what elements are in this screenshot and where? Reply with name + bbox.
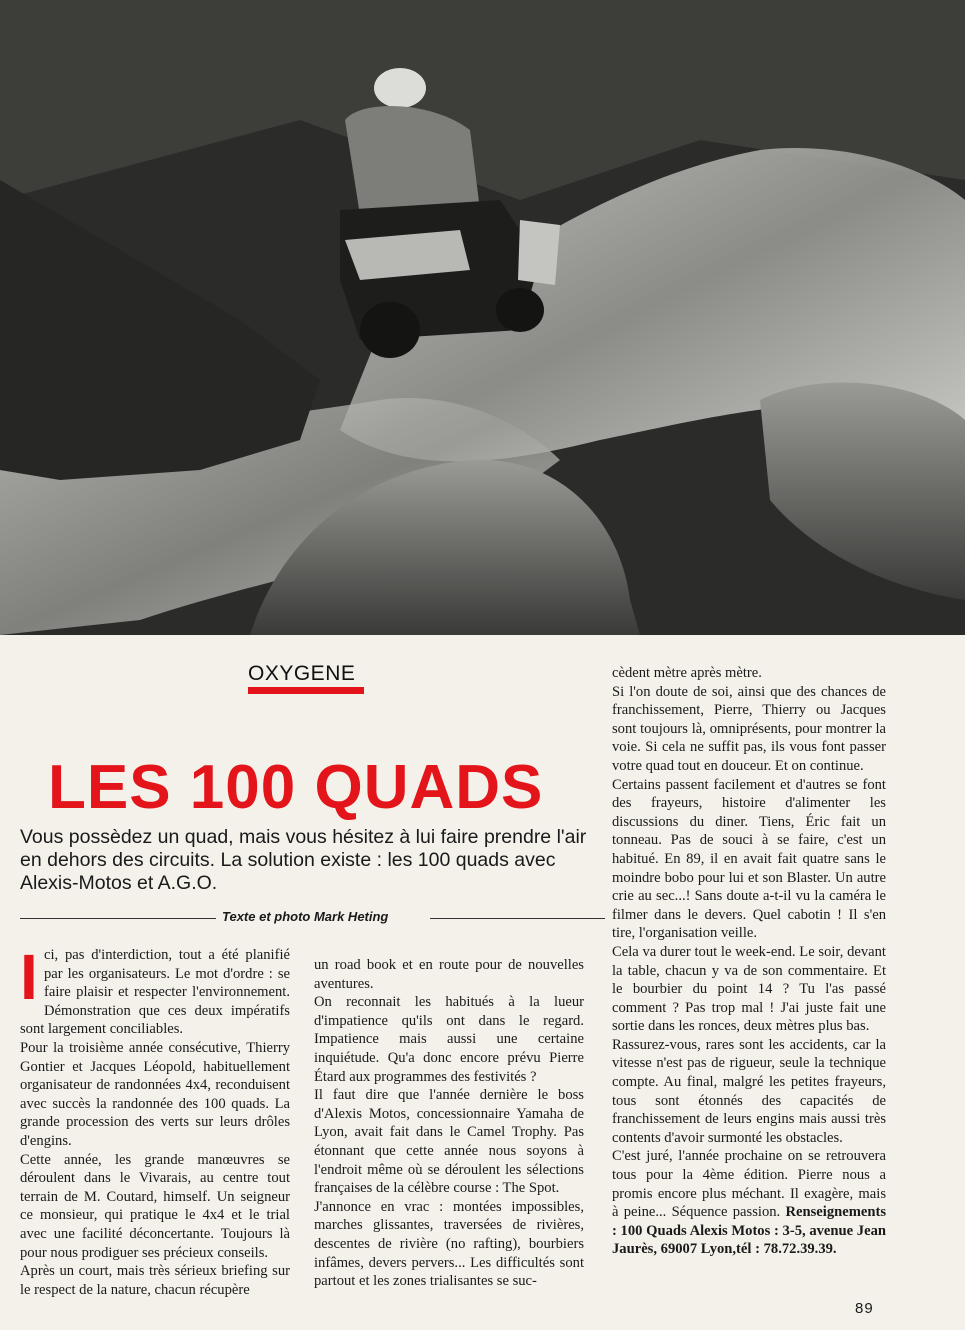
paragraph: un road book et en route pour de nouvelles aventures. xyxy=(314,957,584,992)
paragraph-text: ci, pas d'interdiction, tout a été planifié par les organisateurs. Le mot d'ordre : se faire plaisir et respecter l'environnement. Démonstration que ces deux impératifs sont largement conciliables. xyxy=(20,947,290,1038)
byline-rule-right xyxy=(430,918,605,919)
paragraph: Rassurez-vous, rares sont les accidents, car la vitesse n'est pas de rigueur, seule la technique compte. Au final, malgré les petites frayeurs, tous sont étonnés des capacités de franchissement de leurs engins mais aussi très contents d'avoir surmonté les obstacles. xyxy=(612,1036,886,1146)
byline-text: Texte et photo Mark Heting xyxy=(222,909,389,924)
section-underline xyxy=(248,687,364,694)
paragraph: cèdent mètre après mètre. xyxy=(612,665,762,681)
paragraph xyxy=(612,1147,886,1259)
paragraph xyxy=(20,941,290,1039)
page-number: 89 xyxy=(855,1300,874,1317)
column-2 xyxy=(314,956,584,1291)
article-lead: Vous possèdez un quad, mais vous hésitez à lui faire prendre l'air en dehors des circuits. La solution existe : les 100 quads avec Alexis-Motos et A.G.O. xyxy=(20,826,587,894)
info-contact: Renseignements : 100 Quads Alexis Motos : 3-5, avenue Jean Jaurès, 69007 Lyon,tél : 78.72.39.39. xyxy=(612,1204,886,1258)
paragraph: Certains passent facilement et d'autres se font des frayeurs, histoire d'alimenter les discussions du diner. Tiens, Éric fait un tonneau. Pas de souci à se faire, c'est un habitué. En 89, il en avait fait quatre sans le moindre bobo pour lui et son Blaster. Un autre crie au sec...! Sans doute a-t-il vu la caméra le filmer dans le devers. Quel cabotin ! Il s'en tire, l'organisation veille. xyxy=(612,776,886,942)
byline xyxy=(20,908,605,928)
drop-cap: I xyxy=(20,941,38,1013)
paragraph: Pour la troisième année consécutive, Thierry Gontier et Jacques Léopold, habituellement organisateur de randonnées 4x4, reconduisent avec succès la randonnée des 100 quads. La grande procession des verts sur leurs drôles d'engins. xyxy=(20,1039,290,1149)
quad-in-stream-photo xyxy=(0,0,965,635)
paragraph-text: C'est juré, l'année prochaine on se retrouvera tous pour la 4ème édition. Pierre nous a promis encore plus méchant. Il exagère, mais à peine... Séquence passion. xyxy=(612,1148,886,1221)
paragraph: Si l'on doute de soi, ainsi que des chances de franchissement, Pierre, Thierry ou Jacques sont toujours là, omniprésents, pour montrer la voie. Si cela ne suffit pas, ils vous font passer votre quad tout en douceur. Et on continue. xyxy=(612,683,886,774)
paragraph: Après un court, mais très sérieux briefing sur le respect de la nature, chacun récupère xyxy=(20,1263,290,1298)
article-title: LES 100 QUADS xyxy=(48,753,544,822)
paragraph: Cela va durer tout le week-end. Le soir, devant la table, chacun y va de son commentaire. Et le bourbier du point 14 ? Tu l'as passé comment ? Pas trop mal ! J'ai juste fait une sortie dans les ronces, deux mètres plus bas. xyxy=(612,943,886,1035)
paragraph: Il faut dire que l'année dernière le boss d'Alexis Motos, concessionnaire Yamaha de Lyon, avait fait dans le Camel Trophy. Pas étonnant que cette année nous soyons à l'endroit même où se déroulent les sélections françaises de la célèbre course : The Spot. xyxy=(314,1087,584,1197)
section-label: OXYGENE xyxy=(248,662,356,685)
column-3 xyxy=(612,664,886,1259)
paragraph: J'annonce en vrac : montées impossibles, marches glissantes, traversées de rivières, descentes de rivière (no rafting), bourbiers infâmes, devers pervers... Les difficultés sont partout et les zones trialisantes se suc- xyxy=(314,1198,584,1290)
photo-illustration xyxy=(0,0,965,635)
paragraph: Cette année, les grande manœuvres se déroulent dans le Vivarais, au centre tout terrain de M. Coutard, himself. Un seigneur ce monsieur, qui pratique le 4x4 et le trial avec une facilité déconcertante. Toujours là pour nous prodiguer ses précieux conseils. xyxy=(20,1151,290,1261)
paragraph: On reconnait les habitués à la lueur d'impatience qu'ils ont dans le regard. Impatience mais aussi une certaine inquiétude. Qu'a donc encore prévu Pierre Étard aux programmes des festivités ? xyxy=(314,994,584,1085)
column-1 xyxy=(20,941,290,1299)
byline-rule-left xyxy=(20,918,216,919)
